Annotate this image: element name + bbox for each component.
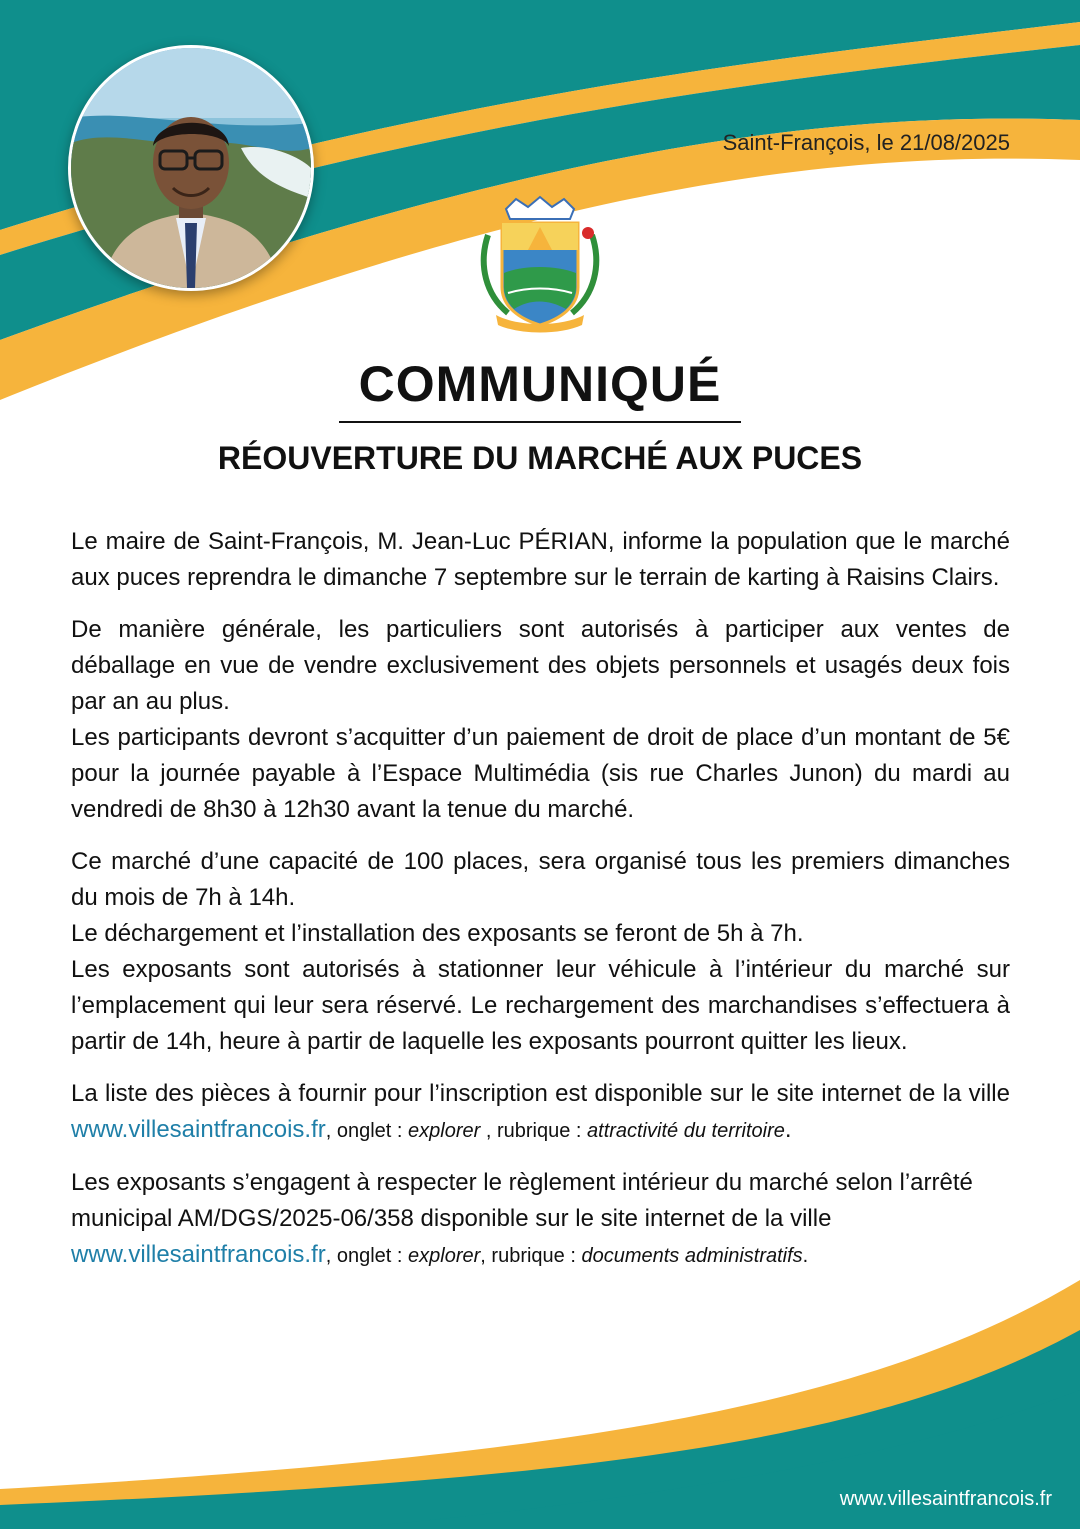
paragraph-announcement: Le maire de Saint-François, M. Jean-Luc PÉRIAN, informe la population que le marché aux puces reprendra le dimanche 7 septembre sur le terrain de karting à Raisins Clairs. <box>71 528 1010 591</box>
mayor-portrait <box>68 45 314 291</box>
onglet-label: , onglet : <box>325 1245 409 1267</box>
onglet-label: , onglet : <box>325 1120 409 1142</box>
paragraph-registration <box>71 1076 1010 1149</box>
paragraph-capacity: Ce marché d’une capacité de 100 places, sera organisé tous les premiers dimanches du mois de 7h à 14h. <box>71 848 1010 911</box>
rubrique-value: documents administratifs <box>581 1245 803 1267</box>
paragraph-general-rules: De manière générale, les particuliers sont autorisés à participer aux ventes de déballage en vue de vendre exclusivement des objets personnels et usagés deux fois par an au plus. <box>71 616 1010 715</box>
rubrique-label: , rubrique : <box>480 1120 588 1142</box>
rubrique-value: attractivité du territoire <box>587 1120 785 1142</box>
page-subtitle: RÉOUVERTURE DU MARCHÉ AUX PUCES <box>217 440 863 476</box>
paragraph-regulations <box>71 1165 1010 1274</box>
regulations-text: Les exposants s’engagent à respecter le règlement intérieur du marché selon l’arrêté municipal AM/DGS/2025-06/358 disponible sur le site internet de la ville <box>71 1169 973 1232</box>
footer-website-link[interactable]: www.villesaintfrancois.fr <box>839 1488 1052 1510</box>
paragraph-unloading: Le déchargement et l’installation des exposants se feront de 5h à 7h. <box>71 920 804 947</box>
communique-body <box>71 524 1010 1290</box>
title-container <box>0 355 1080 423</box>
onglet-value: explorer <box>408 1120 481 1142</box>
page-title: COMMUNIQUÉ <box>339 355 742 423</box>
onglet-value: explorer <box>408 1245 481 1267</box>
paragraph-fees: Les participants devront s’acquitter d’un paiement de droit de place d’un montant de 5€ pour la journée payable à l’Espace Multimédia (sis rue Charles Junon) du mardi au vendredi de 8h30 à 12h30 avant la tenue du marché. <box>71 724 1010 823</box>
registration-text: La liste des pièces à fournir pour l’inscription est disponible sur le site internet de la ville <box>71 1080 1010 1107</box>
website-link[interactable]: www.villesaintfrancois.fr <box>71 1241 326 1268</box>
saint-francois-crest-logo <box>478 195 602 335</box>
sentence-end: . <box>784 1116 792 1143</box>
website-link[interactable]: www.villesaintfrancois.fr <box>71 1116 326 1143</box>
paragraph-parking: Les exposants sont autorisés à stationner leur véhicule à l’intérieur du marché sur l’emplacement qui leur sera réservé. Le rechargement des marchandises s’effectuera à partir de 14h, heure à partir de laquelle les exposants pourront quitter les lieux. <box>71 956 1010 1055</box>
sentence-end: . <box>802 1245 809 1267</box>
rubrique-label: , rubrique : <box>480 1245 582 1267</box>
letter-date: Saint-François, le 21/08/2025 <box>722 130 1010 155</box>
